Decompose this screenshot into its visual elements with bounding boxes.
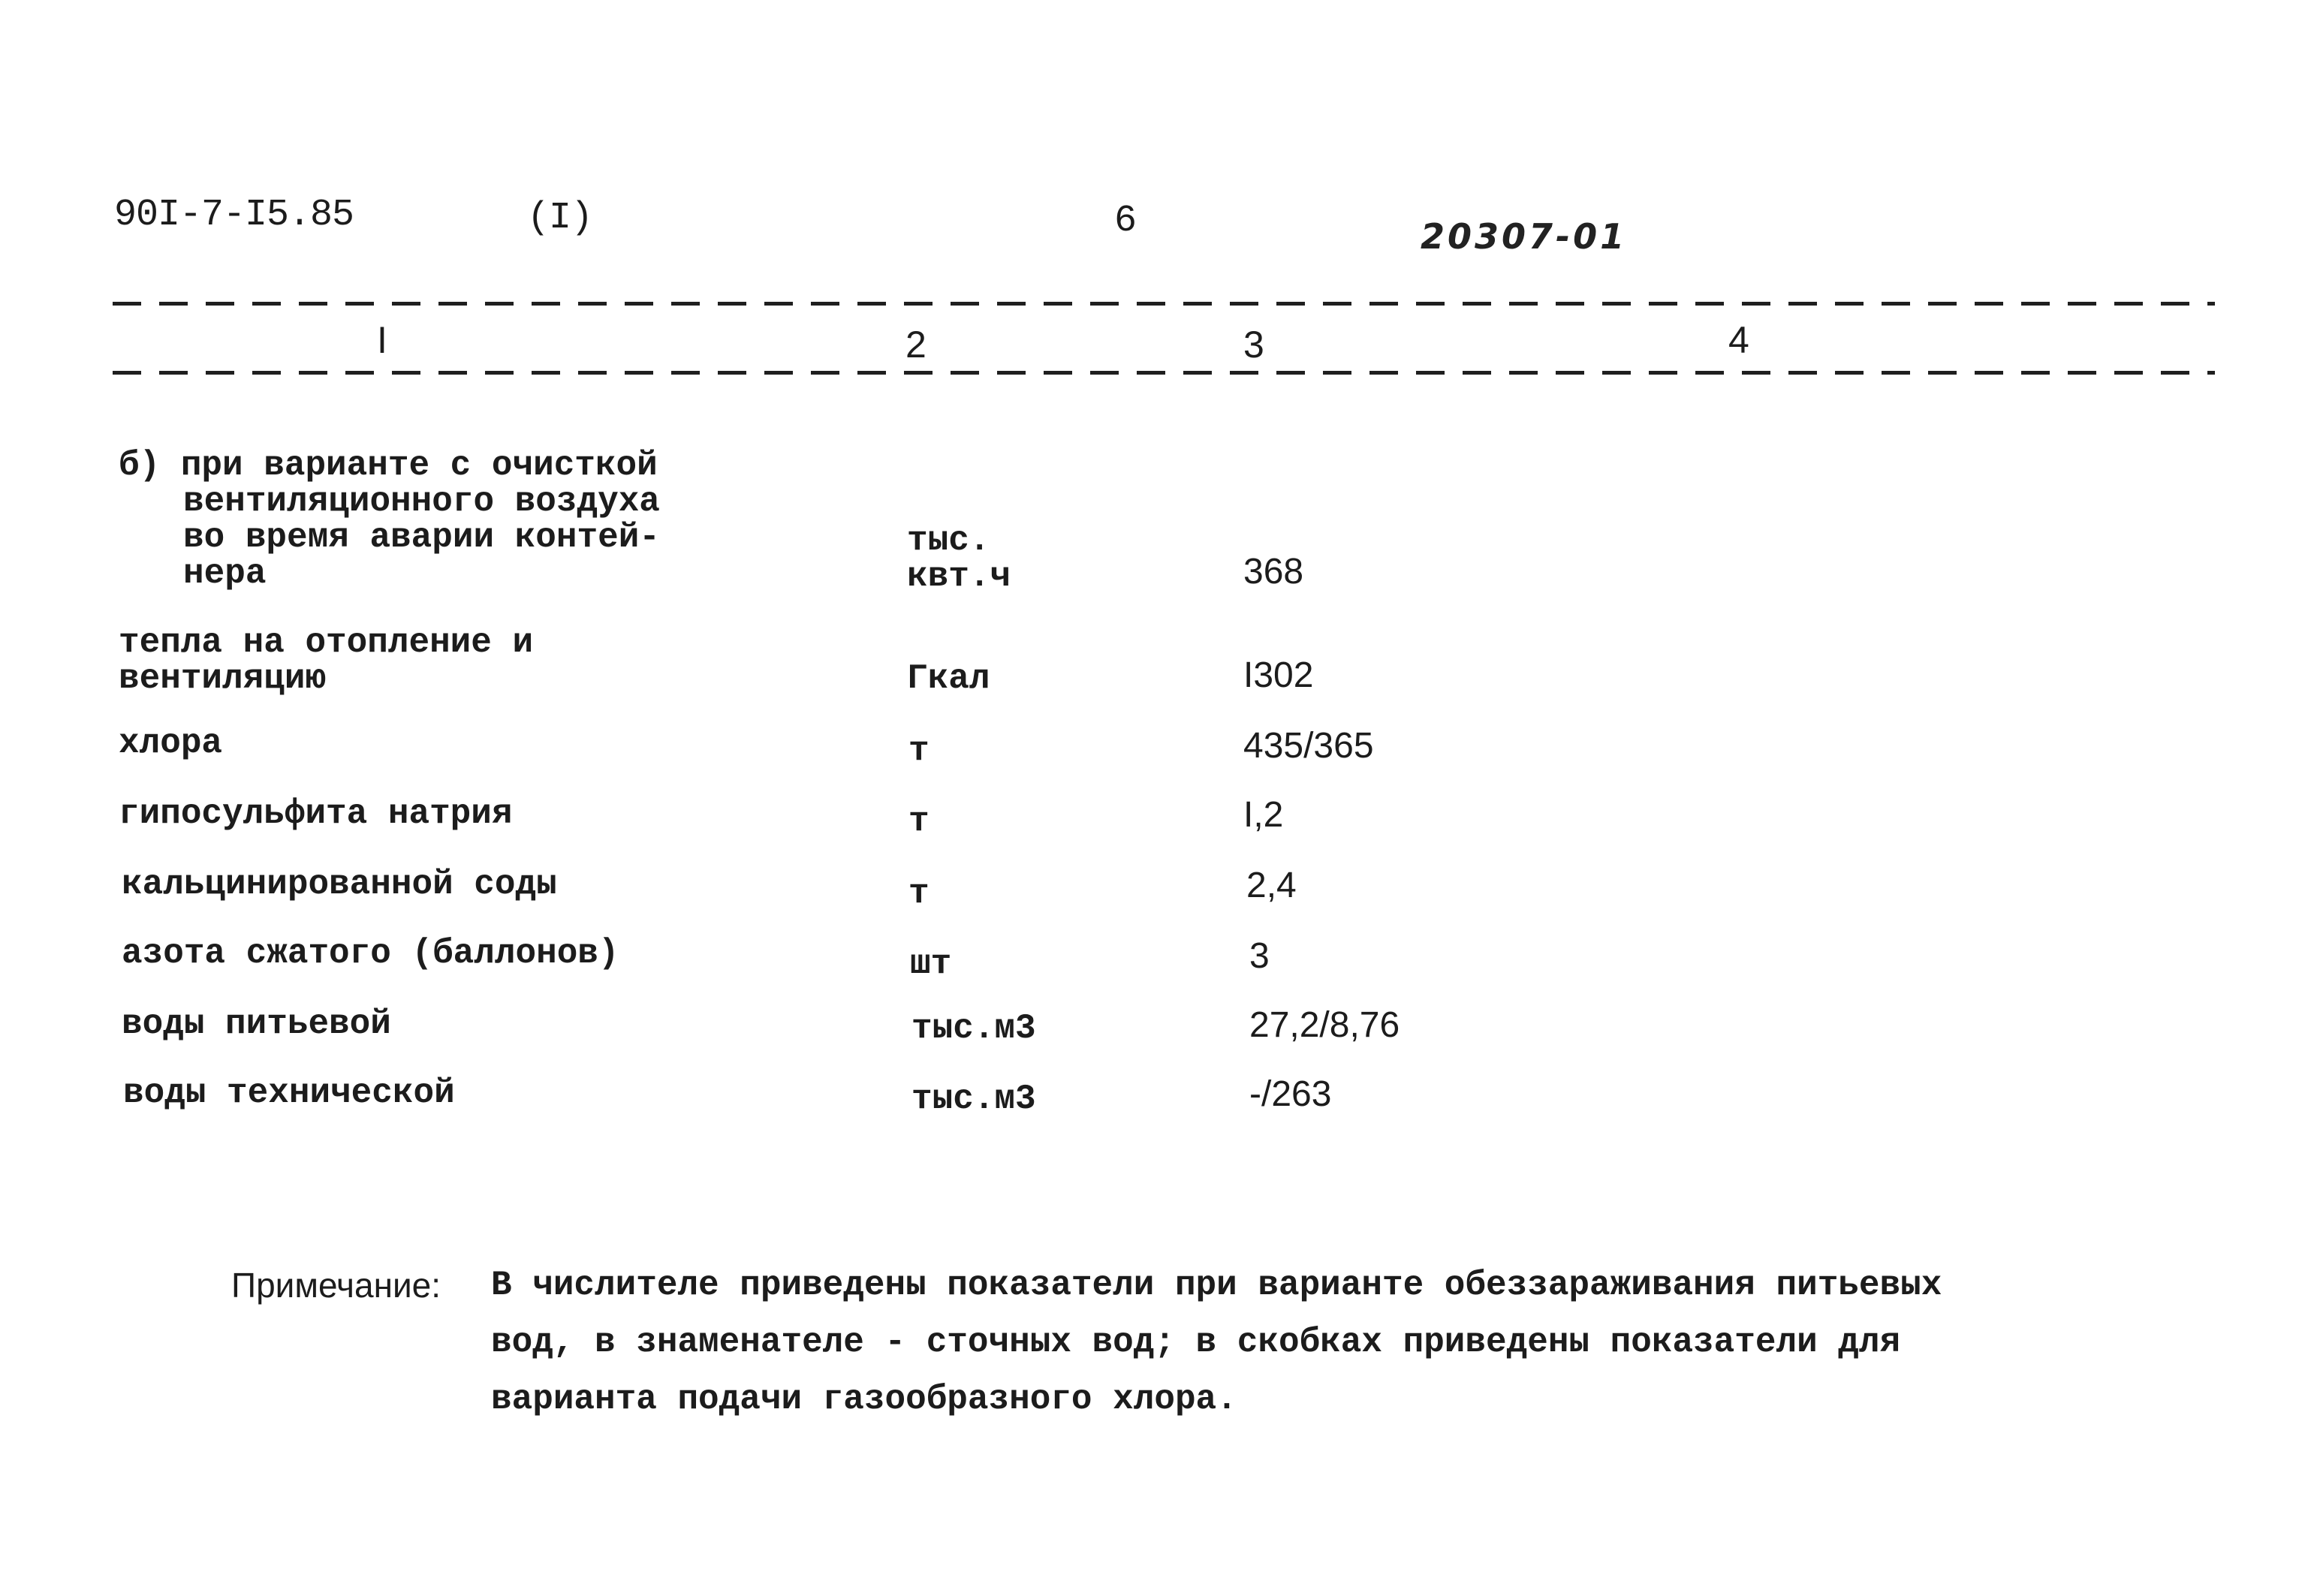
- row-name-line: хлора: [119, 724, 223, 763]
- page-number: 6: [1114, 200, 1137, 242]
- unit-line: тыс.: [907, 521, 990, 560]
- row-unit: [911, 1081, 1036, 1117]
- row-value: I302: [1243, 655, 1314, 695]
- row-name-line: воды технической: [123, 1074, 455, 1113]
- row-unit: [908, 875, 930, 911]
- unit-line: тыс.м3: [911, 1009, 1036, 1048]
- unit-line: шт: [910, 944, 952, 983]
- table-row: [122, 935, 619, 971]
- unit-line: квт.ч: [907, 557, 1011, 596]
- row-value: 368: [1243, 552, 1304, 592]
- table-row: [123, 1075, 455, 1111]
- column-number-4: 4: [1728, 319, 1749, 361]
- table-row: [119, 725, 222, 761]
- note-line: вод, в знаменателе - сточных вод; в скобках приведены показатели для: [491, 1323, 1901, 1362]
- table-row: [122, 866, 557, 902]
- note-text: [491, 1257, 1942, 1428]
- row-unit: [907, 522, 1011, 595]
- note-line: варианта подачи газообразного хлора.: [491, 1380, 1237, 1419]
- column-number-1: I: [377, 319, 387, 361]
- row-name-line: кальцинированной соды: [122, 865, 557, 904]
- row-value: 27,2/8,76: [1249, 1005, 1400, 1045]
- row-name-line: азота сжатого (баллонов): [122, 934, 619, 973]
- row-name-line: б) при варианте с очисткой: [119, 446, 658, 485]
- row-name-line: нера: [183, 554, 267, 593]
- table-row: [119, 625, 533, 697]
- handwritten-number: 20307-01: [1421, 216, 1628, 257]
- column-number-2: 2: [905, 324, 927, 366]
- row-name-line: во время аварии контей-: [183, 518, 660, 557]
- row-unit: [910, 946, 951, 982]
- unit-line: т: [908, 731, 930, 770]
- unit-line: тыс.м3: [911, 1080, 1036, 1119]
- row-unit: [908, 803, 930, 839]
- row-value: 3: [1249, 936, 1270, 976]
- column-number-3: 3: [1243, 324, 1264, 366]
- row-unit: [907, 661, 990, 697]
- row-name-line: воды питьевой: [122, 1004, 391, 1043]
- row-name-line: гипосульфита натрия: [119, 794, 513, 833]
- row-value: 2,4: [1246, 866, 1297, 905]
- unit-line: т: [908, 802, 930, 841]
- row-name-line: вентиляцию: [119, 659, 327, 698]
- table-row: [119, 796, 513, 832]
- header-bottom-rule: [113, 371, 2215, 375]
- row-value: I,2: [1243, 795, 1284, 835]
- row-unit: [908, 733, 930, 769]
- note-line: В числителе приведены показатели при варианте обеззараживания питьевых: [491, 1266, 1942, 1305]
- row-name-line: вентиляционного воздуха: [183, 482, 660, 521]
- row-value: -/263: [1249, 1074, 1332, 1114]
- row-value: 435/365: [1243, 726, 1374, 766]
- doc-code: 90I-7-I5.85: [114, 194, 354, 236]
- table-row: [119, 447, 660, 592]
- table-row: [122, 1006, 391, 1042]
- unit-line: т: [908, 874, 930, 913]
- part-number: (I): [527, 197, 593, 239]
- row-name-line: тепла на отопление и: [119, 623, 534, 662]
- note-label: Примечание:: [231, 1266, 441, 1305]
- header-top-rule: [113, 302, 2215, 306]
- row-unit: [911, 1010, 1036, 1046]
- unit-line: Гкал: [907, 659, 990, 698]
